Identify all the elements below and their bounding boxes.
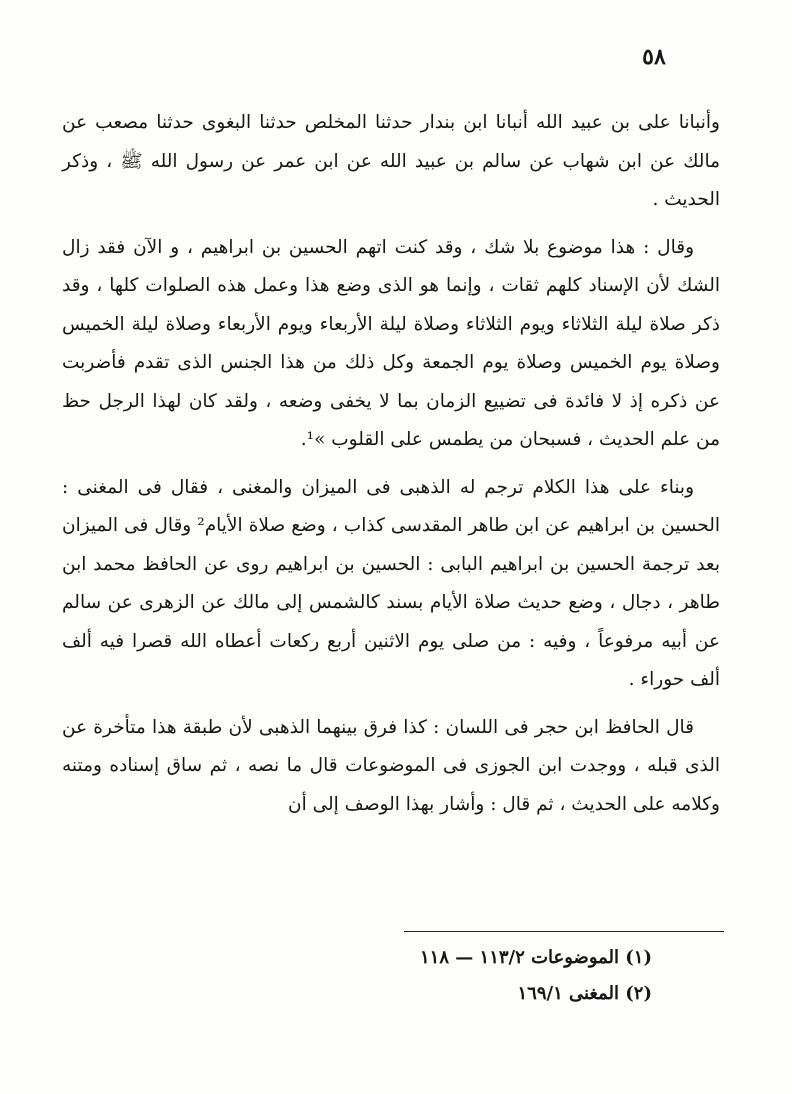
main-text [62, 104, 720, 824]
paragraph-ibn-hajar-lisan: قال الحافظ ابن حجر فى اللسان : كذا فرق بينهما الذهبى لأن طبقة هذا متأخرة عن الذى قبله ، ووجدت ابن الجوزى فى الموضوعات قال ما نصه ، ثم ساق إسناده ومتنه وكلامه على الحديث ، ثم قال : وأشار بهذا الوصف إلى أن [62, 716, 720, 815]
footnote-2: (٢) المغنى ١٦٩/١ [517, 983, 652, 1004]
paragraph-isnad: وأنبانا على بن عبيد الله أنبانا ابن بندار حدثنا المخلص حدثنا البغوى حدثنا مصعب عن مالك عن ابن شهاب عن سالم بن عبيد الله عن ابن عمر عن رسول الله ﷺ ، وذكر الحديث . [62, 112, 720, 210]
footnote-divider [404, 931, 724, 932]
footnote-1: (١) الموضوعات ١١٣/٢ — ١١٨ [419, 947, 652, 968]
footnotes [380, 940, 652, 1012]
paragraph-ibn-al-jawzi-judgement: وقال : هذا موضوع بلا شك ، وقد كنت اتهم الحسين بن ابراهيم ، و الآن فقد زال الشك لأن الإسناد كلهم ثقات ، وإنما هو الذى وضع هذا وعمل هذه الصلوات كلها ، وقد ذكر صلاة ليلة الثلاثاء ويوم الثلاثاء وصلاة ليلة الأربعاء ويوم الأربعاء وصلاة ليلة الخميس وصلاة يوم الخميس وصلاة يوم الجمعة وكل ذلك من هذا الجنس الذى تقدم فأضربت عن ذكره إذ لا فائدة فى تضييع الزمان بما لا يخفى وضعه ، ولقد كان لهذا الرجل حظ من علم الحديث ، فسبحان من يطمس على القلوب »¹. [62, 236, 720, 450]
page-number: ٥٨ [642, 44, 666, 70]
paragraph-dhahabi-tarjama: وبناء على هذا الكلام ترجم له الذهبى فى الميزان والمغنى ، فقال فى المغنى : الحسين بن ابراهيم عن ابن طاهر المقدسى كذاب ، وضع صلاة الأيام² وقال فى الميزان بعد ترجمة الحسين بن ابراهيم البابى : الحسين بن ابراهيم روى عن الحافظ محمد ابن طاهر ، دجال ، وضع حديث صلاة الأيام بسند كالشمس إلى مالك عن الزهرى عن سالم عن أبيه مرفوعاً ، وفيه : من صلى يوم الاثنين أربع ركعات أعطاه الله قصرا فيه ألف ألف حوراء . [62, 476, 720, 690]
